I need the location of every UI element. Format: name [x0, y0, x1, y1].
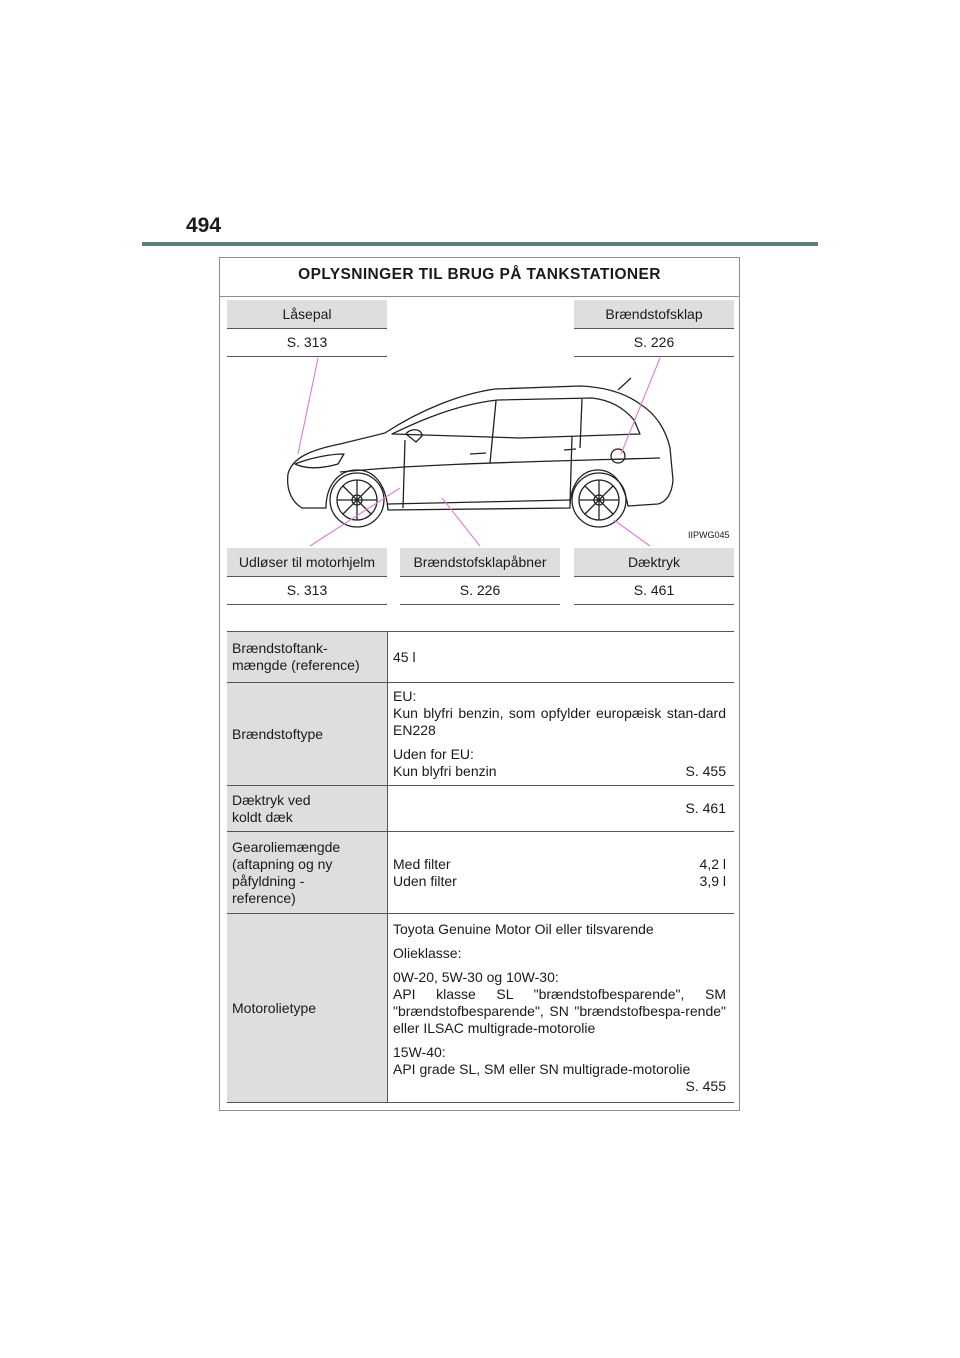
table-row: [227, 683, 734, 786]
callout-label: Dæktryk: [574, 548, 734, 577]
callout-label: Brændstofsklap: [574, 300, 734, 329]
door-front: [403, 440, 405, 508]
page-number: 494: [186, 214, 222, 237]
car-body: [288, 378, 673, 510]
table-row: [227, 632, 734, 683]
viscosity-heading: 0W-20, 5W-30 og 10W-30:: [393, 969, 559, 985]
fuel-page-ref[interactable]: S. 455: [685, 763, 726, 779]
pillar-b: [490, 401, 496, 463]
leader-hood-release: [310, 488, 400, 546]
viscosity-text: API klasse SL "brændstofbesparende", SM "brændstofbesparende", SN "brændstofbespa-rende" eller ILSAC multigrade-motorolie: [393, 986, 726, 1036]
gear-oil-row-value: 3,9 l: [699, 872, 726, 889]
table-row: [227, 786, 734, 832]
mirror: [406, 430, 422, 442]
leader-tire-pressure: [614, 520, 650, 546]
leader-lines: [298, 358, 660, 546]
callout-label: Brændstofsklapåbner: [400, 548, 560, 577]
door-handle-front: [470, 453, 486, 454]
tire-page-ref[interactable]: S. 461: [685, 800, 726, 816]
engine-oil-type-label: Motorolietype: [227, 914, 388, 1103]
non-eu-heading: Uden for EU:: [393, 746, 474, 762]
viscosity-text-15w40: API grade SL, SM eller SN multigrade-motorolie: [393, 1061, 691, 1077]
callout-ref[interactable]: S. 313: [227, 329, 387, 357]
leader-lock-lever: [298, 358, 318, 454]
table-row: [227, 914, 734, 1103]
fuel-type-label: Brændstoftype: [227, 683, 388, 786]
fuel-info-box: [219, 257, 740, 1111]
viscosity-heading-15w40: 15W-40:: [393, 1044, 446, 1060]
rear-wheel: [572, 473, 626, 527]
fuel-type-value: [388, 683, 735, 786]
engine-oil-recommendation: Toyota Genuine Motor Oil eller tilsvarende: [393, 921, 654, 937]
engine-oil-type-value: [388, 914, 735, 1103]
gear-oil-row-name: Uden filter: [393, 872, 457, 889]
box-title: OPLYSNINGER TIL BRUG PÅ TANKSTATIONER: [298, 266, 661, 283]
eu-text: Kun blyfri benzin, som opfylder europæisk stan-dard EN228: [393, 705, 726, 738]
gear-oil-row-value: 4,2 l: [699, 855, 726, 872]
callout-hood-release: [227, 548, 387, 605]
oil-class-heading: Olieklasse:: [393, 945, 462, 961]
rocker: [388, 500, 570, 504]
cold-tire-pressure-label: Dæktryk ved koldt dæk: [227, 786, 388, 832]
gear-oil-capacity-label: Gearoliemængde (aftapning og ny påfyldning - reference): [227, 832, 388, 914]
callout-lock-lever: [227, 300, 387, 357]
callout-label: Låsepal: [227, 300, 387, 329]
callout-label: Udløser til motorhjelm: [227, 548, 387, 577]
callout-fuel-door-opener: [400, 548, 560, 605]
callout-tire-pressure: [574, 548, 734, 605]
gear-oil-row-name: Med filter: [393, 855, 451, 872]
leader-fuel-opener: [442, 498, 480, 546]
fuel-door: [611, 449, 625, 463]
leader-fuel-flap: [621, 358, 660, 454]
callout-ref[interactable]: S. 226: [574, 329, 734, 357]
header-rule: [142, 242, 818, 246]
spec-table: [227, 631, 734, 1103]
door-handle-rear: [564, 449, 576, 450]
tank-capacity-value: 45 l: [393, 648, 416, 665]
callout-ref[interactable]: S. 461: [574, 577, 734, 605]
non-eu-text: Kun blyfri benzin: [393, 763, 497, 779]
eu-heading: EU:: [393, 688, 417, 704]
front-wheel: [330, 473, 384, 527]
gear-oil-capacity-value: [388, 832, 735, 914]
callout-fuel-flap: [574, 300, 734, 357]
callout-ref[interactable]: S. 226: [400, 577, 560, 605]
antenna: [618, 378, 631, 390]
pillar-c: [580, 399, 582, 448]
image-code: IIPWG045: [688, 530, 730, 540]
callout-ref[interactable]: S. 313: [227, 577, 387, 605]
window-line: [392, 398, 640, 438]
engine-oil-page-ref[interactable]: S. 455: [685, 1078, 726, 1094]
table-row: [227, 832, 734, 914]
tank-capacity-label: Brændstoftank- mængde (reference): [227, 632, 388, 683]
